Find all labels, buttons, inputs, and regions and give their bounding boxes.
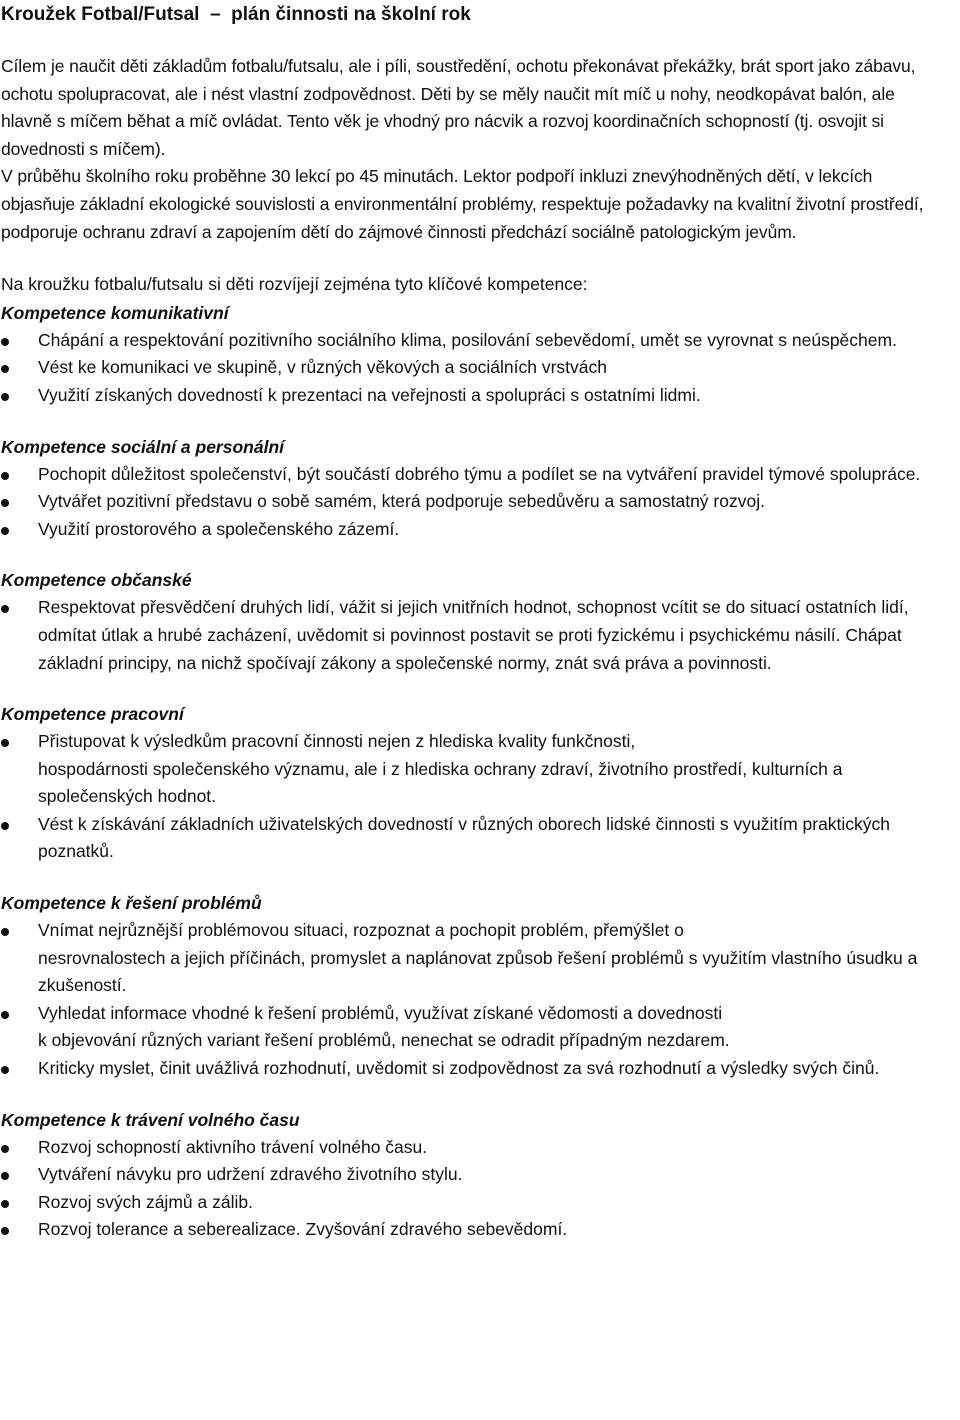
bullet-item: [1, 1189, 950, 1217]
bullet-icon: [1, 338, 9, 346]
bullet-text: Vést k získávání základních uživatelských dovedností v různých oborech lidské činnosti s využitím praktických poznatků.: [38, 813, 891, 862]
bullet-text: Využití prostorového a společenského zázemí.: [38, 518, 400, 539]
intro-block: [1, 53, 950, 246]
bullet-icon: [1, 1227, 9, 1235]
bullet-item: [1, 516, 950, 544]
bullet-text: Pochopit důležitost společenství, být součástí dobrého týmu a podílet se na vytváření pravidel týmové spolupráce.: [38, 463, 921, 484]
bullet-item: [1, 594, 950, 677]
bullet-icon: [1, 1200, 9, 1208]
bullet-item: [1, 1055, 950, 1083]
competence-section: [1, 433, 950, 544]
bullet-item: [1, 488, 950, 516]
intro-paragraph: Cílem je naučit děti základům fotbalu/futsalu, ale i píli, soustředění, ochotu překonávat překážky, brát sport jako zábavu, ochotu spolupracovat, ale i nést vlastní zodpovědnost. Děti by se měly naučit mít míč u nohy, neodkopávat balón, ale hlavně s míčem běhat a míč ovládat. Tento věk je vhodný pro nácvik a rozvoj koordinačních schopností (tj. osvojit si dovednosti s míčem).: [1, 56, 916, 159]
competence-section: [1, 1106, 950, 1244]
competence-section: [1, 700, 950, 866]
section-heading: Kompetence k řešení problémů: [1, 893, 262, 914]
competence-section: [1, 299, 950, 410]
bullet-icon: [1, 365, 9, 373]
bullet-text: Vést ke komunikaci ve skupině, v různých věkových a sociálních vrstvách: [38, 357, 607, 378]
bullet-item: [1, 354, 950, 382]
section-heading: Kompetence komunikativní: [1, 302, 229, 323]
bullet-list: [1, 327, 950, 410]
section-heading: Kompetence k trávení volného času: [1, 1109, 300, 1130]
bullet-list: [1, 1134, 950, 1244]
bullet-icon: [1, 499, 9, 507]
bullet-list: [1, 594, 950, 677]
bullet-icon: [1, 1066, 9, 1074]
bullet-text: Chápání a respektování pozitivního sociálního klima, posilování sebevědomí, umět se vyrovnat s neúspěchem.: [38, 329, 897, 350]
bullet-text: Rozvoj schopností aktivního trávení volného času.: [38, 1136, 428, 1157]
competence-section: [1, 889, 950, 1083]
bullet-item: [1, 1161, 950, 1189]
bullet-icon: [1, 822, 9, 830]
bullet-item: [1, 327, 950, 355]
section-heading: Kompetence sociální a personální: [1, 436, 284, 457]
bullet-item: [1, 461, 950, 489]
bullet-text: Respektovat přesvědčení druhých lidí, vážit si jejich vnitřních hodnot, schopnost vcítit se do situací ostatních lidí, odmítat útlak a hrubé zacházení, uvědomit si povinnost postavit se proti fyzickému i psychickému násilí. Chápat základní principy, na nichž spočívají zákony a společenské normy, znát svá práva a povinnosti.: [38, 597, 909, 673]
bullet-icon: [1, 527, 9, 535]
bullet-icon: [1, 393, 9, 401]
bullet-item: [1, 1000, 950, 1055]
bullet-icon: [1, 739, 9, 747]
bullet-icon: [1, 605, 9, 613]
bullet-item: [1, 917, 950, 1000]
section-heading: Kompetence občanské: [1, 570, 192, 591]
bullet-text: Využití získaných dovedností k prezentaci na veřejnosti a spolupráci s ostatními lidmi.: [38, 384, 701, 405]
bullet-list: [1, 461, 950, 544]
bullet-icon: [1, 1145, 9, 1153]
bullet-text: Vyhledat informace vhodné k řešení problémů, využívat získané vědomosti a dovednosti k objevování různých variant řešení problémů, nenechat se odradit případným nezdarem.: [38, 1002, 730, 1051]
competences-lead: Na kroužku fotbalu/futsalu si děti rozvíjejí zejména tyto klíčové kompetence:: [1, 274, 588, 295]
bullet-item: [1, 811, 950, 866]
bullet-text: Vytváření návyku pro udržení zdravého životního stylu.: [38, 1164, 463, 1185]
bullet-text: Rozvoj tolerance a seberealizace. Zvyšování zdravého sebevědomí.: [38, 1219, 568, 1240]
bullet-text: Přistupovat k výsledkům pracovní činnosti nejen z hlediska kvality funkčnosti, hospodárnosti společenského významu, ale i z hlediska ochrany zdraví, životního prostředí, kulturních a společenských hodnot.: [38, 731, 843, 807]
section-heading: Kompetence pracovní: [1, 704, 184, 725]
bullet-text: Vnímat nejrůznější problémovou situaci, rozpoznat a pochopit problém, přemýšlet o nesrovnalostech a jejich příčinách, promyslet a naplánovat způsob řešení problémů s využitím vlastního úsudku a zkušeností.: [38, 920, 918, 996]
bullet-list: [1, 728, 950, 866]
competence-sections: [1, 299, 950, 1244]
bullet-item: [1, 728, 950, 811]
competence-section: [1, 566, 950, 677]
document-title: Kroužek Fotbal/Futsal – plán činnosti na školní rok: [1, 4, 471, 25]
bullet-icon: [1, 928, 9, 936]
bullet-icon: [1, 1172, 9, 1180]
bullet-text: Rozvoj svých zájmů a zálib.: [38, 1191, 253, 1212]
bullet-icon: [1, 1011, 9, 1019]
bullet-item: [1, 1134, 950, 1162]
intro-paragraph: V průběhu školního roku proběhne 30 lekcí po 45 minutách. Lektor podpoří inkluzi znevýhodněných dětí, v lekcích objasňuje základní ekologické souvislosti a environmentální problémy, respektuje požadavky na kvalitní životní prostředí, podporuje ochranu zdraví a zapojením dětí do zájmové činnosti předchází sociálně patologickým jevům.: [1, 166, 924, 242]
bullet-text: Kriticky myslet, činit uvážlivá rozhodnutí, uvědomit si zodpovědnost za svá rozhodnutí a výsledky svých činů.: [38, 1058, 880, 1079]
bullet-icon: [1, 472, 9, 480]
bullet-list: [1, 917, 950, 1083]
bullet-item: [1, 382, 950, 410]
bullet-item: [1, 1216, 950, 1244]
bullet-text: Vytvářet pozitivní představu o sobě samém, která podporuje sebedůvěru a samostatný rozvoj.: [38, 491, 765, 512]
